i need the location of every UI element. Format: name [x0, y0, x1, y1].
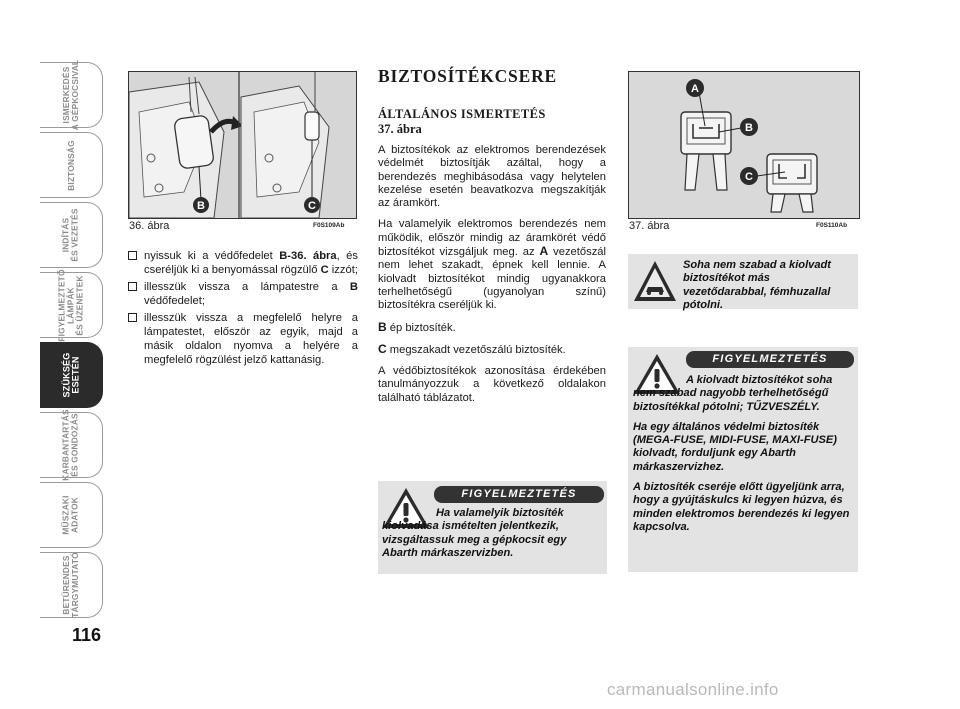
warning-banner: FIGYELMEZTETÉS [434, 486, 604, 503]
checkbox-bullet-icon [128, 313, 137, 322]
warning-text: Soha nem szabad a kiolvadt biztosítékot más vezetődarabbal, fémhuzallal pótolni. [683, 259, 831, 311]
fuse-section [378, 66, 606, 413]
figure-36-illustration [128, 71, 357, 219]
callout-a-label: A [691, 83, 699, 95]
tab-karbantartas[interactable] [40, 409, 103, 481]
tab-label-line: BIZTONSÁG [65, 139, 76, 191]
warning-banner: FIGYELMEZTETÉS [686, 351, 854, 368]
tab-label-line: MŰSZAKI [60, 495, 71, 535]
tab-inditas[interactable] [40, 202, 103, 268]
procedure-steps [128, 249, 358, 370]
paragraph: B ép biztosíték. [378, 319, 456, 334]
tab-betrendes[interactable] [40, 552, 103, 618]
lamp-housing-drawing [129, 72, 356, 218]
figure-37-illustration [628, 71, 860, 219]
checkbox-bullet-icon [128, 251, 137, 260]
tab-label-line: ÉS ÜZENETEK [74, 274, 85, 336]
fuse-drawing [629, 72, 859, 218]
callout-c-label: C [745, 171, 753, 183]
tab-label-line: INDÍTÁS [61, 217, 71, 253]
tab-label-line: ÉS GONDOZÁS [70, 413, 81, 477]
tab-label-line: ISMERKEDÉS [61, 66, 71, 124]
paragraph: A védőbiztosítékok azonosítása érdekében tanulmányozzuk a következő oldalakon található táblázatot. [378, 365, 606, 404]
callout-b-label: B [745, 122, 753, 134]
figure-36-caption: 36. ábra [129, 220, 170, 232]
tab-biztonsag[interactable] [40, 132, 103, 198]
car-hazard-triangle-icon [632, 259, 678, 303]
warning-paragraph: Ha egy általános védelmi biztosíték (MEGA-FUSE, MIDI-FUSE, MAXI-FUSE) kiolvadt, forduljunk egy Abarth márkaszervizhez. [633, 420, 837, 473]
figure-37-code: F0S110Ab [816, 222, 848, 229]
warning-text-block [633, 374, 855, 541]
tab-label-line: TÁRGYMUTATÓ [70, 552, 80, 618]
watermark: carmanualsonline.info [607, 680, 779, 699]
tab-label-line: ESETÉN [70, 356, 80, 394]
paragraph: C megszakadt vezetőszálú biztosíték. [378, 341, 566, 356]
page-number: 116 [72, 625, 102, 645]
tab-label-line: LÁMPÁK [65, 286, 76, 324]
tab-figyelmezteto[interactable] [40, 268, 103, 342]
paragraph: A biztosítékok az elektromos berendezések védelmét biztosítják azáltal, hogy a berendezés meghibásodása vagy helytelen kezelése esetén beavatkozva megszakítják az áramkört. [378, 144, 606, 210]
figure-36-code: F0S109Ab [313, 222, 345, 229]
tab-label-line: ÉS VEZETÉS [70, 208, 80, 262]
tab-szukseg-eseten[interactable] [40, 342, 103, 408]
section-subtitle: ÁLTALÁNOS ISMERTETÉS [378, 107, 546, 121]
figure-37-caption: 37. ábra [629, 220, 670, 232]
tab-label-line: SZÜKSÉG [61, 352, 71, 398]
warning-text: Ha valamelyik biztosíték kiolvadása ismételten jelentkezik, vizsgáltassuk meg a gépkocsit egy Abarth márkaszervizben. [382, 507, 567, 559]
list-item: illesszük vissza a megfelelő helyre a lámpatestet, először az egyik, majd a másik oldalon nyomva a helyére a megfelelő rögzülést jelző kattanásig. [128, 311, 358, 367]
warning-paragraph: A kiolvadt biztosítékot soha nem szabad nagyobb terhelhetőségű biztosítékkal pótolni; TŰZVESZÉLY. [633, 374, 833, 413]
tab-label-line: KARBANTARTÁS [61, 409, 72, 481]
tab-label-line: FIGYELMEZTETŐ [56, 268, 67, 342]
figure-reference: 37. ábra [378, 122, 422, 136]
tab-muszaki-adatok[interactable] [40, 482, 103, 548]
list-item: nyissuk ki a védőfedelet B-36. ábra, és cseréljük ki a benyomással rögzülő C izzót; [128, 249, 358, 277]
tab-label-line: BETŰRENDES [61, 555, 71, 615]
paragraph: Ha valamelyik elektromos berendezés nem működik, először mindig az áramkörét védő biztosítékot vizsgáljuk meg. az A vezetőszál nem lehet szakadt, épnek kell lennie. A kiolvadt biztosítékot mindig ugyanakkora terhelhetőségű (ugyanolyan színű) biztosítékra cseréljük ki. [378, 218, 606, 312]
tab-label-line: ADATOK [69, 497, 80, 533]
callout-b-label: B [197, 200, 205, 212]
page-title: BIZTOSÍTÉKCSERE [378, 66, 557, 86]
list-item: illesszük vissza a lámpatestre a B védőfedelet; [128, 280, 358, 308]
checkbox-bullet-icon [128, 282, 137, 291]
warning-paragraph: A biztosíték cseréje előtt ügyeljünk arra, hogy a gyújtáskulcs ki legyen húzva, és minden elektromos berendezés ki legyen kapcsolva. [633, 481, 850, 533]
tab-ismerkedes[interactable] [40, 59, 103, 131]
tab-label-line: A GÉPKOCSIVAL [70, 59, 80, 131]
callout-c-label: C [308, 200, 316, 212]
